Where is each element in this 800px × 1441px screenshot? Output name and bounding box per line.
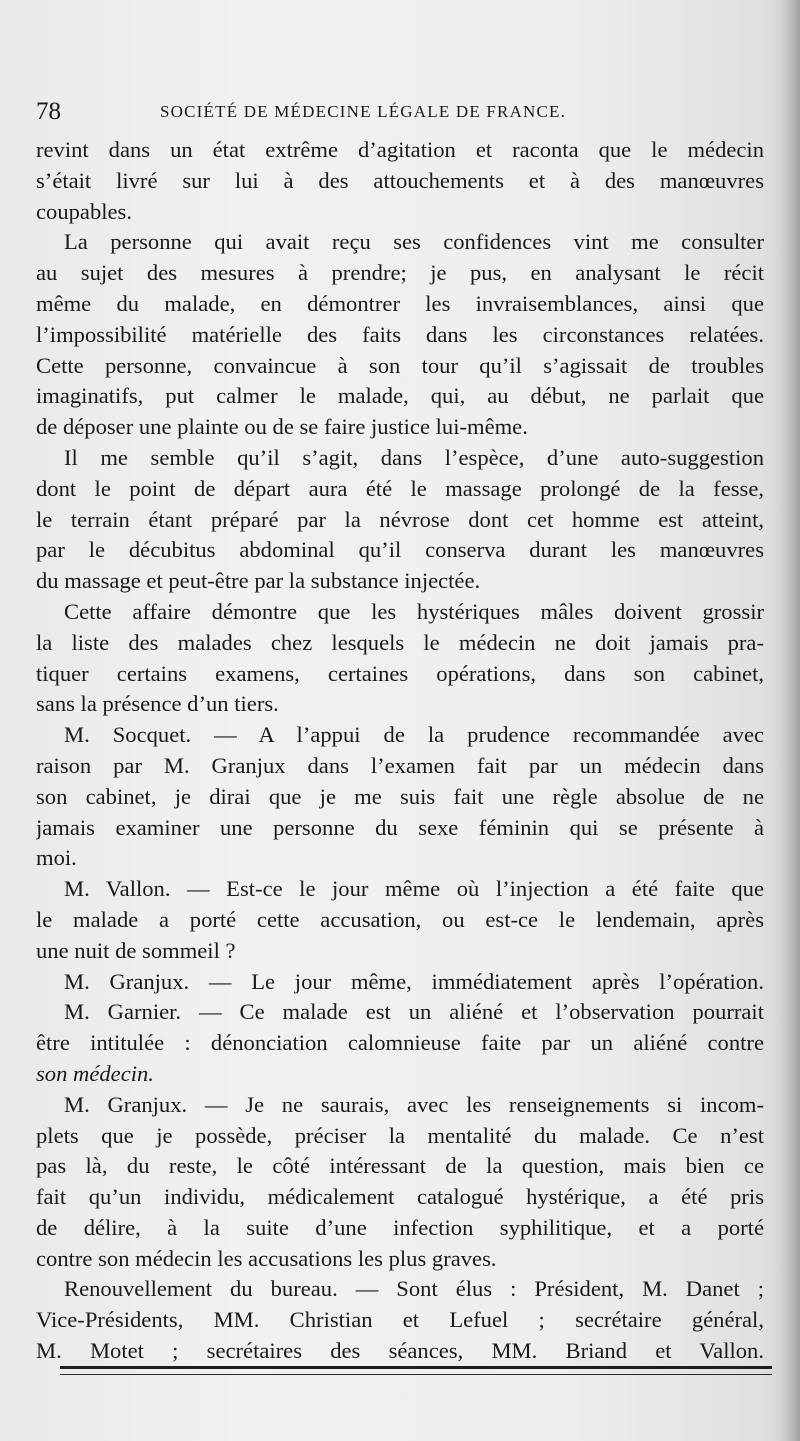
text-line: même du malade, en démontrer les invraisemblances, ainsi que xyxy=(36,290,764,316)
text-line: Il me semble qu’il s’agit, dans l’espèce, d’une auto-suggestion xyxy=(64,444,764,470)
running-title: SOCIÉTÉ DE MÉDECINE LÉGALE DE FRANCE. xyxy=(160,102,567,121)
text-line: de délire, à la suite d’une infection syphilitique, et a porté xyxy=(36,1214,764,1240)
text-line: au sujet des mesures à prendre; je pus, en analysant le récit xyxy=(36,260,764,286)
text-line: sans la présence d’un tiers. xyxy=(36,691,279,717)
text-line: Cette personne, convaincue à son tour qu’il s’agissait de troubles xyxy=(36,352,764,378)
page-header xyxy=(36,94,756,130)
text-line: M. Granjux. — Je ne saurais, avec les renseignements si incom- xyxy=(64,1091,764,1117)
rule-thin xyxy=(60,1374,772,1375)
page-spine-shadow xyxy=(778,0,800,1441)
text-line: la liste des malades chez lesquels le médecin ne doit jamais pra- xyxy=(36,629,764,655)
text-line: le terrain étant préparé par la névrose dont cet homme est atteint, xyxy=(36,506,764,532)
text-line: du massage et peut-être par la substance injectée. xyxy=(36,568,481,594)
closing-double-rule xyxy=(60,1362,772,1386)
text-line: La personne qui avait reçu ses confidences vint me consulter xyxy=(64,229,764,255)
text-line: moi. xyxy=(36,845,77,871)
text-line: une nuit de sommeil ? xyxy=(36,937,236,963)
text-line: Cette affaire démontre que les hystériques mâles doivent grossir xyxy=(64,598,764,624)
text-line: Vice-Présidents, MM. Christian et Lefuel ; secrétaire général, xyxy=(36,1307,764,1333)
rule-thick xyxy=(60,1366,772,1369)
text-line: contre son médecin les accusations les plus graves. xyxy=(36,1245,497,1271)
text-line: tiquer certains examens, certaines opérations, dans son cabinet, xyxy=(36,660,764,686)
text-line: fait qu’un individu, médicalement catalogué hystérique, a été pris xyxy=(36,1184,764,1210)
text-line: l’impossibilité matérielle des faits dans les circonstances relatées. xyxy=(36,321,764,347)
text-line: plets que je possède, préciser la mentalité du malade. Ce n’est xyxy=(36,1122,764,1148)
text-line: dont le point de départ aura été le massage prolongé de la fesse, xyxy=(36,475,764,501)
text-line: revint dans un état extrême d’agitation et raconta que le médecin xyxy=(36,137,764,162)
text-line: le malade a porté cette accusation, ou est-ce le lendemain, après xyxy=(36,906,764,932)
text-line: M. Vallon. — Est-ce le jour même où l’injection a été faite que xyxy=(64,876,764,902)
text-line: être intitulée : dénonciation calomnieuse faite par un aliéné contre xyxy=(36,1030,764,1056)
text-line: imaginatifs, put calmer le malade, qui, au début, ne parlait que xyxy=(36,383,764,409)
text-line: pas là, du reste, le côté intéressant de la question, mais bien ce xyxy=(36,1153,764,1179)
text-line: par le décubitus abdominal qu’il conserva durant les manœuvres xyxy=(36,537,764,563)
text-line: son médecin. xyxy=(36,1060,154,1086)
text-line: son cabinet, je dirai que je me suis fait une règle absolue de ne xyxy=(36,783,764,809)
page-number: 78 xyxy=(36,98,61,125)
text-line: coupables. xyxy=(36,198,132,224)
text-line: de déposer une plainte ou de se faire justice lui-même. xyxy=(36,414,528,440)
text-line: M. Garnier. — Ce malade est un aliéné et l’observation pourrait xyxy=(64,999,764,1025)
text-line: jamais examiner une personne du sexe féminin qui se présente à xyxy=(36,814,764,840)
text-line: Renouvellement du bureau. — Sont élus : Président, M. Danet ; xyxy=(64,1276,764,1302)
text-line: M. Socquet. — A l’appui de la prudence recommandée avec xyxy=(64,722,764,748)
text-line: M. Granjux. — Le jour même, immédiatement après l’opération. xyxy=(64,968,764,994)
body-text xyxy=(36,135,764,1367)
text-line: raison par M. Granjux dans l’examen fait par un médecin dans xyxy=(36,752,764,778)
text-line: M. Motet ; secrétaires des séances, MM. Briand et Vallon. xyxy=(36,1338,764,1364)
text-line: s’était livré sur lui à des attouchements et à des manœuvres xyxy=(36,167,764,193)
